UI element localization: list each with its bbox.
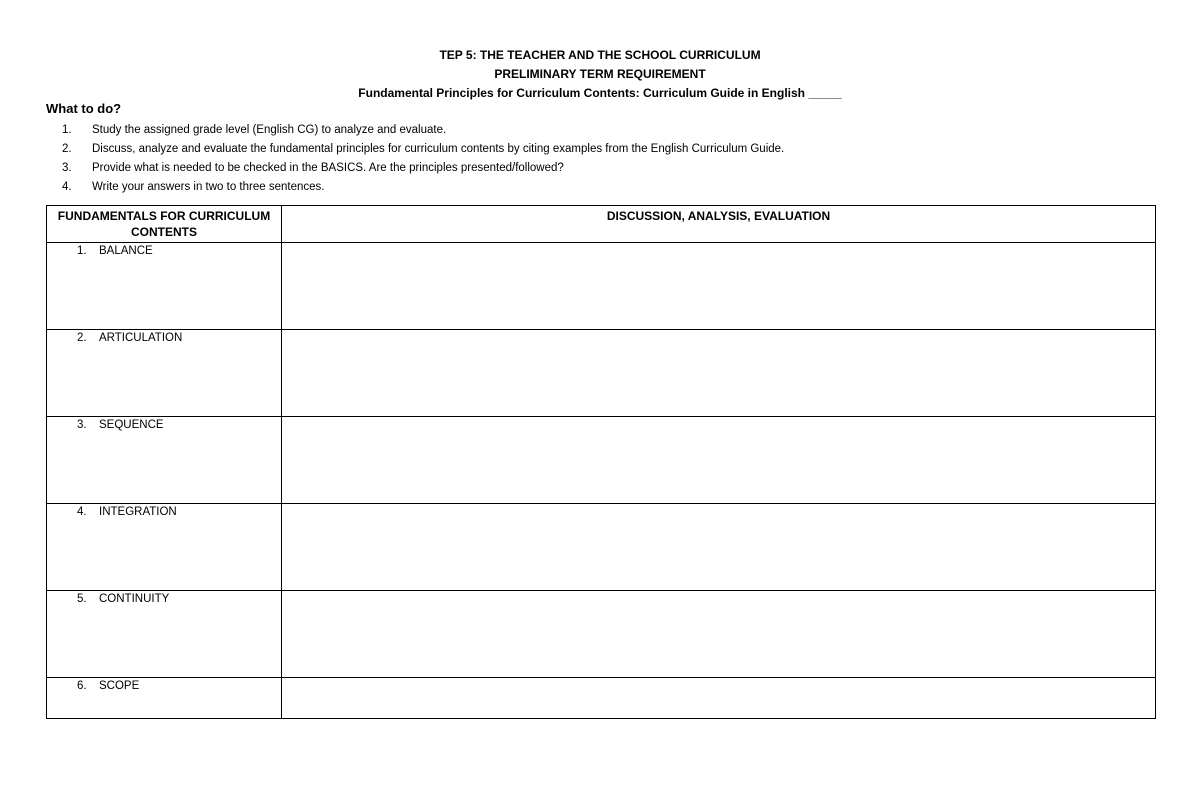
principle-label: ARTICULATION <box>99 332 183 344</box>
table-row <box>47 678 1156 719</box>
instruction-item: 1. Study the assigned grade level (English CG) to analyze and evaluate. <box>62 124 447 136</box>
principle-label: INTEGRATION <box>99 506 177 518</box>
principle-cell: 2. ARTICULATION <box>47 330 282 417</box>
table-header-row <box>47 206 1156 243</box>
evaluation-table <box>46 205 1156 719</box>
instruction-item: 3. Provide what is needed to be checked in the BASICS. Are the principles presented/followed? <box>62 162 564 174</box>
table-row <box>47 243 1156 330</box>
table-row <box>47 417 1156 504</box>
term-title: PRELIMINARY TERM REQUIREMENT <box>494 67 706 81</box>
table-row <box>47 591 1156 678</box>
course-title: TEP 5: THE TEACHER AND THE SCHOOL CURRICULUM <box>439 48 761 62</box>
principle-label: CONTINUITY <box>99 593 170 605</box>
answer-cell[interactable] <box>282 243 1156 330</box>
principle-cell: 1. BALANCE <box>47 243 282 330</box>
table-row <box>47 504 1156 591</box>
discussion-column-header: DISCUSSION, ANALYSIS, EVALUATION <box>282 206 1156 243</box>
document-header <box>0 46 1200 103</box>
principle-cell: 3. SEQUENCE <box>47 417 282 504</box>
instruction-item: 4. Write your answers in two to three sentences. <box>62 181 325 193</box>
principle-cell: 5. CONTINUITY <box>47 591 282 678</box>
instructions-list <box>62 121 784 197</box>
answer-cell[interactable] <box>282 330 1156 417</box>
principle-cell: 4. INTEGRATION <box>47 504 282 591</box>
fundamentals-column-header: FUNDAMENTALS FOR CURRICULUM CONTENTS <box>47 206 282 243</box>
answer-cell[interactable] <box>282 417 1156 504</box>
instruction-item: 2. Discuss, analyze and evaluate the fundamental principles for curriculum contents by citing examples from the English Curriculum Guide. <box>62 143 785 155</box>
answer-cell[interactable] <box>282 504 1156 591</box>
principle-cell: 6. SCOPE <box>47 678 282 719</box>
instructions-heading: What to do? <box>46 101 122 116</box>
assignment-title: Fundamental Principles for Curriculum Contents: Curriculum Guide in English _____ <box>358 86 842 100</box>
principle-label: SEQUENCE <box>99 419 164 431</box>
answer-cell[interactable] <box>282 678 1156 719</box>
answer-cell[interactable] <box>282 591 1156 678</box>
table-row <box>47 330 1156 417</box>
principle-label: SCOPE <box>99 680 140 692</box>
principle-label: BALANCE <box>99 245 153 257</box>
